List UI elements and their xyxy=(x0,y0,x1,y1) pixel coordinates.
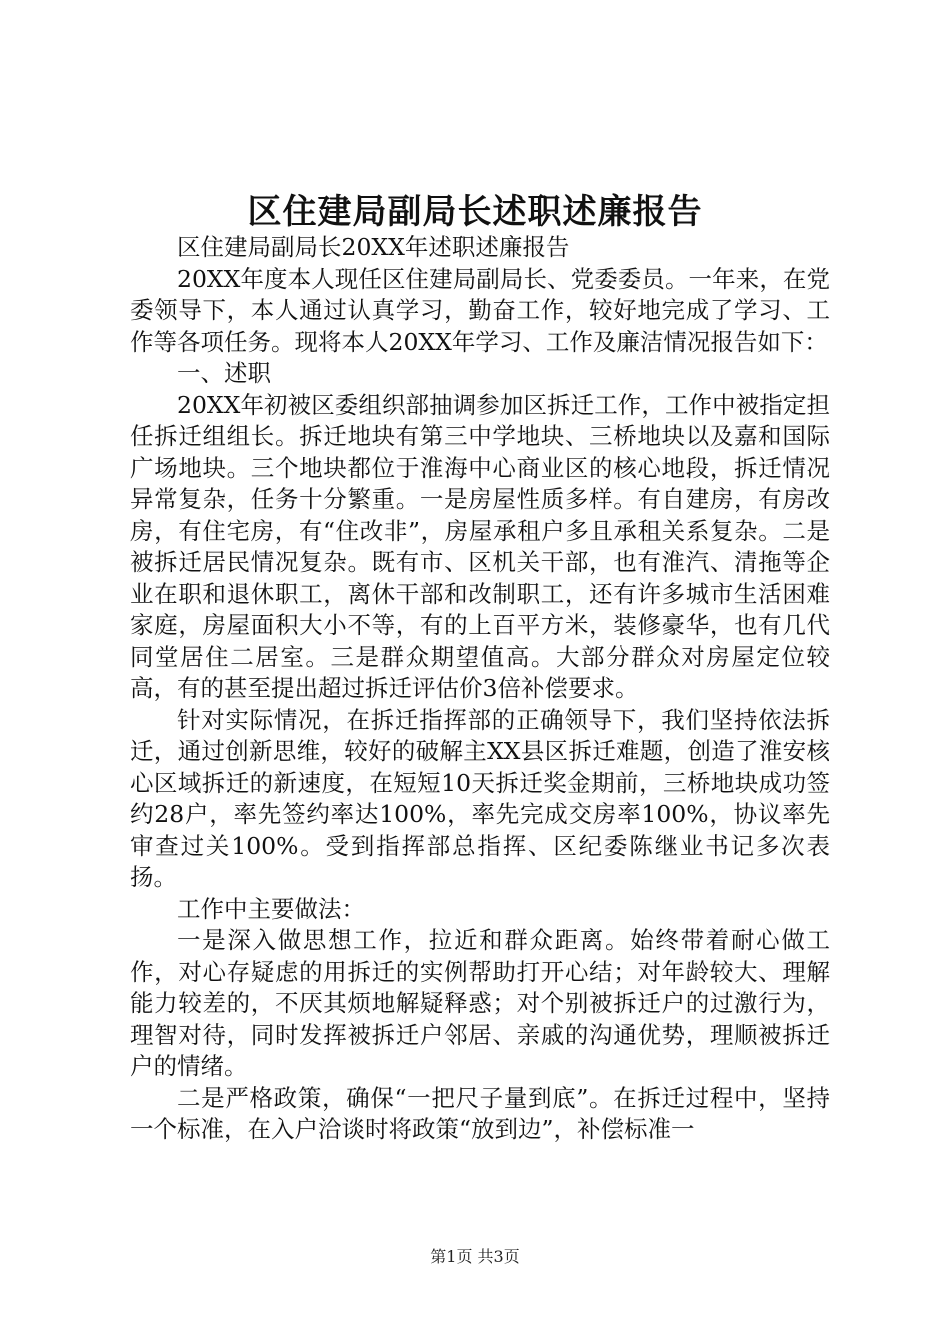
document-title: 区住建局副局长述职述廉报告 xyxy=(247,192,703,232)
paragraph-methods-heading: 工作中主要做法： xyxy=(177,894,365,923)
paragraph-method-one: 一是深入做思想工作，拉近和群众距离。始终带着耐心做工作，对心存疑虑的用拆迁的实例帮助打开心结；对年龄较大、理解能力较差的，不厌其烦地解疑释惑；对个别被拆迁户的过激行为，理智对待，同时发挥被拆迁户邻居、亲戚的沟通优势，理顺被拆迁户的情绪。 xyxy=(130,926,830,1080)
paragraph-intro: 20XX年度本人现任区住建局副局长、党委委员。一年来，在党委领导下，本人通过认真学习，勤奋工作，较好地完成了学习、工作等各项任务。现将本人20XX年学习、工作及廉洁情况报告如下： xyxy=(130,264,830,356)
paragraph-method-two: 二是严格政策，确保“一把尺子量到底”。在拆迁过程中，坚持一个标准，在入户洽谈时将政策“放到边”，补偿标准一 xyxy=(130,1083,830,1143)
page-number-footer: 第1页 共3页 xyxy=(430,1247,520,1266)
paragraph-results: 针对实际情况，在拆迁指挥部的正确领导下，我们坚持依法拆迁，通过创新思维，较好的破解主XX县区拆迁难题，创造了淮安核心区域拆迁的新速度，在短短10天拆迁奖金期前，三桥地块成功签约28户，率先签约率达100%，率先完成交房率100%，协议率先审查过关100%。受到指挥部总指挥、区纪委陈继业书记多次表扬。 xyxy=(130,705,830,891)
paragraph-demolition-background: 20XX年初被区委组织部抽调参加区拆迁工作，工作中被指定担任拆迁组组长。拆迁地块有第三中学地块、三桥地块以及嘉和国际广场地块。三个地块都位于淮海中心商业区的核心地段，拆迁情况异常复杂，任务十分繁重。一是房屋性质多样。有自建房，有房改房，有住宅房，有“住改非”，房屋承租户多且承租关系复杂。二是被拆迁居民情况复杂。既有市、区机关干部，也有淮汽、清拖等企业在职和退休职工，离休干部和改制职工，还有许多城市生活困难家庭，房屋面积大小不等，有的上百平方米，装修豪华，也有几代同堂居住二居室。三是群众期望值高。大部分群众对房屋定位较高，有的甚至提出超过拆迁评估价3倍补偿要求。 xyxy=(130,390,830,702)
document-body xyxy=(130,232,830,1146)
section-heading-duty: 一、述职 xyxy=(177,359,271,387)
paragraph-subtitle: 区住建局副局长20XX年述职述廉报告 xyxy=(177,233,570,261)
